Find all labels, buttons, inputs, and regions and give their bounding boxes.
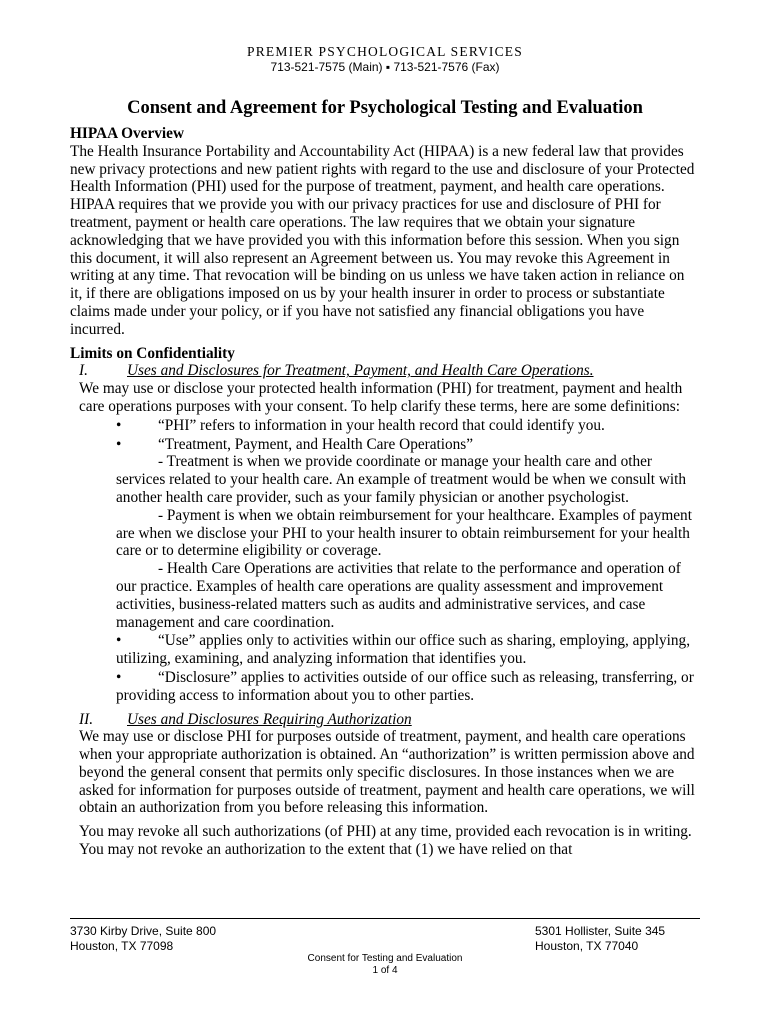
hipaa-heading: HIPAA Overview bbox=[70, 125, 184, 142]
list-item bbox=[70, 669, 700, 705]
page-number: 1 of 4 bbox=[372, 965, 398, 976]
definition-operations: - Health Care Operations are activities that relate to the performance and operation of our practice. Examples of health care operations are quality assessment and improvement activities, business-related matters such as audits and administrative services, and case management and care coordination. bbox=[116, 560, 681, 631]
bullet-disclosure-text: “Disclosure” applies to activities outside of our office such as releasing, transferring, or providing access to information about you to other parties. bbox=[116, 668, 694, 704]
footer-left-line-2: Houston, TX 77098 bbox=[70, 939, 174, 953]
limits-heading: Limits on Confidentiality bbox=[70, 344, 235, 362]
section-2-heading bbox=[70, 711, 700, 729]
footer-document-name: Consent for Testing and Evaluation bbox=[307, 953, 463, 964]
list-item bbox=[70, 417, 700, 435]
section-1-intro: We may use or disclose your protected health information (PHI) for treatment, payment and health care operations purposes with your consent. To help clarify these terms, here are some definitions: bbox=[79, 380, 683, 415]
footer-address-left bbox=[70, 924, 216, 954]
section-1-numeral: I. bbox=[79, 362, 88, 380]
bullet-icon: • bbox=[116, 668, 122, 686]
list-item bbox=[70, 632, 700, 668]
definition-treatment: - Treatment is when we provide coordinate or manage your health care and other services related to your health care. An example of treatment would be when we consult with another health care provider, such as your family physician or another psychologist. bbox=[116, 453, 687, 506]
footer-page-info bbox=[0, 953, 770, 977]
footer-divider bbox=[70, 918, 700, 919]
phone-numbers: 713-521-7575 (Main) ▪ 713-521-7576 (Fax) bbox=[270, 60, 500, 74]
bullet-icon: • bbox=[116, 632, 122, 650]
list-item bbox=[70, 436, 700, 454]
letterhead bbox=[0, 44, 770, 74]
footer-left-line-1: 3730 Kirby Drive, Suite 800 bbox=[70, 924, 217, 938]
bullet-use-text: “Use” applies only to activities within our office such as sharing, employing, applying, utilizing, examining, and analyzing information that identifies you. bbox=[116, 632, 691, 668]
section-2-title: Uses and Disclosures Requiring Authorization bbox=[127, 710, 412, 728]
bullet-phi-text: “PHI” refers to information in your health record that could identify you. bbox=[158, 416, 605, 434]
section-1-heading bbox=[70, 362, 700, 380]
footer-right-line-2: Houston, TX 77040 bbox=[535, 939, 639, 953]
definition-payment: - Payment is when we obtain reimbursement for your healthcare. Examples of payment are when we disclose your PHI to your health insurer to obtain reimbursement for your health care or to determine eligibility or coverage. bbox=[116, 506, 692, 560]
hipaa-paragraph: The Health Insurance Portability and Accountability Act (HIPAA) is a new federal law that provides new privacy protections and new patient rights with regard to the use and disclosure of your Protected Health Information (PHI) used for the purpose of treatment, payment, and health care operations. HIPAA requires that we provide you with our privacy practices for use and disclosure of PHI for treatment, payment or health care operations. The law requires that we obtain your signature acknowledging that we have provided you with this information before this session. When you sign this document, it will also represent an Agreement between us. You may revoke this Agreement in writing at any time. That revocation will be binding on us unless we have taken action in reliance on it, if there are obligations imposed on us by your health insurer in order to process or substantiate claims made under your policy, or if you have not satisfied any financial obligations you have incurred. bbox=[70, 142, 695, 338]
section-2-paragraph: We may use or disclose PHI for purposes outside of treatment, payment, and health care operations when your appropriate authorization is obtained. An “authorization” is written permission above and beyond the general consent that permits only specific disclosures. In those instances when we are asked for information for purposes outside of treatment, payment and health care operations, we will obtain an authorization from you before releasing this information. bbox=[79, 728, 695, 817]
footer-right-line-1: 5301 Hollister, Suite 345 bbox=[535, 924, 666, 938]
section-2-numeral: II. bbox=[79, 710, 94, 728]
document-title: Consent and Agreement for Psychological Testing and Evaluation bbox=[127, 98, 643, 118]
bullet-icon: • bbox=[116, 416, 122, 434]
footer-address-right bbox=[535, 924, 665, 954]
document-body bbox=[70, 125, 700, 859]
revoke-paragraph: You may revoke all such authorizations (of PHI) at any time, provided each revocation is in writing. You may not revoke an authorization to the extent that (1) we have relied on that bbox=[79, 823, 692, 859]
section-1-title: Uses and Disclosures for Treatment, Payment, and Health Care Operations. bbox=[127, 362, 594, 380]
bullet-tpo-text: “Treatment, Payment, and Health Care Operations” bbox=[158, 435, 474, 453]
organization-name: PREMIER PSYCHOLOGICAL SERVICES bbox=[247, 44, 523, 59]
bullet-icon: • bbox=[116, 435, 122, 453]
